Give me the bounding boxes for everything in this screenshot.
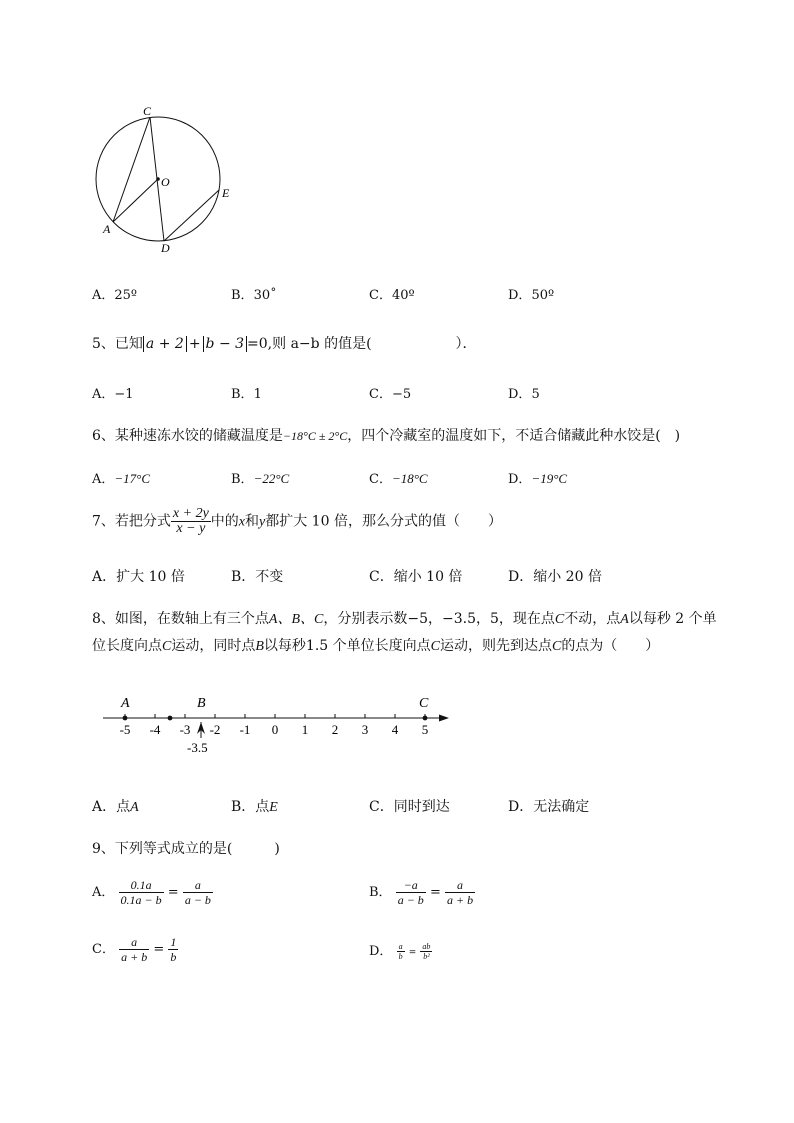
q6-option-b[interactable]: B．−22°C <box>231 471 290 487</box>
circle-figure <box>80 95 250 260</box>
storage-temp: −18°C ± 2°C <box>282 429 348 443</box>
abs-value-1: a + 2 <box>143 336 186 352</box>
number-line-tick-label: -3 <box>179 722 191 737</box>
number-line-tick-label: -4 <box>149 722 161 737</box>
number-line-tick-label: 5 <box>421 722 429 737</box>
q7-option-a[interactable]: A．扩大 10 倍 <box>92 569 185 585</box>
number-line-tick-label: 3 <box>361 722 369 737</box>
q5-option-a[interactable]: A．−1 <box>92 387 134 402</box>
q4-option-b[interactable]: B．30˚ <box>231 288 277 303</box>
number-line-tick-label: 0 <box>271 722 279 737</box>
fraction: $\frac{a}{a + b}$ <box>121 935 148 964</box>
point-label-d: D <box>161 241 170 255</box>
q4-option-d[interactable]: D．50º <box>508 288 555 303</box>
q8-stem-line-1: 8、如图，在数轴上有三个点A、B、C，分别表示数−5，−3.5，5，现在点C不动，点A以每秒 2 个单 <box>92 611 717 627</box>
fraction: $\frac{-a}{a - b}$ <box>397 878 424 907</box>
q5-stem: 5、已知 a + 2 + b − 3 =0,则 a−b 的值是( ）． <box>92 336 477 352</box>
point-label-e: E <box>222 186 230 200</box>
q9-option-b[interactable]: B． $\frac{-a}{a - b}$ = $\frac{a}{a + b}$ <box>369 878 474 907</box>
point-label-c: C <box>143 104 152 118</box>
fraction: $\frac{ab}{\text{b²}}$ <box>422 942 431 961</box>
q8-option-c[interactable]: C．同时到达 <box>369 799 450 815</box>
q4-option-a[interactable]: A．25º <box>92 288 138 303</box>
q6-stem: 6、某种速冻水饺的储藏温度是−18°C ± 2°C，四个冷藏室的温度如下，不适合储藏此种水饺是( ) <box>92 428 681 444</box>
number-line-tick-label: -2 <box>209 722 221 737</box>
abs-value-2: b − 3 <box>203 336 248 352</box>
number-line-point <box>123 716 128 721</box>
number-line-tick-label: -5 <box>119 722 131 737</box>
q9-stem: 9、下列等式成立的是( ) <box>92 841 280 857</box>
q7-stem: 7、若把分式 $\frac{x + 2y}{x - y}$ 中的x和y都扩大 10 倍，那么分式的值（ ） <box>92 506 502 536</box>
fraction: $\frac{a}{b}$ <box>398 942 403 961</box>
number-line-tick-label: 4 <box>391 722 399 737</box>
number-line-tick-label: 1 <box>301 722 309 737</box>
q8-option-b[interactable]: B．点E <box>231 799 278 815</box>
q6-option-a[interactable]: A．−17°C <box>92 471 151 487</box>
q8-option-a[interactable]: A．点A <box>92 799 139 815</box>
q7-option-d[interactable]: D．缩小 20 倍 <box>508 569 602 585</box>
q5-option-d[interactable]: D．5 <box>508 387 540 402</box>
q9-option-d[interactable]: D． $\frac{a}{b}$ = $\frac{ab}{\text{b²}}$ <box>369 942 431 961</box>
number-line-point <box>423 716 428 721</box>
fraction: $\frac{a}{a - b}$ <box>184 878 211 907</box>
number-line-point-c: C <box>419 696 429 711</box>
q7-option-c[interactable]: C．缩小 10 倍 <box>369 569 463 585</box>
q4-option-c[interactable]: C．40º <box>369 288 415 303</box>
number-line-tick-label: 2 <box>331 722 339 737</box>
q6-option-d[interactable]: D．−19°C <box>508 471 568 487</box>
point-label-a: A <box>103 222 111 236</box>
fraction-x-plus-2y-over-x-minus-y: $\frac{x + 2y}{x - y}$ <box>172 506 209 536</box>
number-line-tick-label: -1 <box>239 722 251 737</box>
number-line-point-a: A <box>121 696 130 711</box>
number-line <box>95 688 460 760</box>
q7-option-b[interactable]: B．不变 <box>231 569 284 585</box>
q8-stem-line-2: 位长度向点C运动，同时点B以每秒1.5 个单位长度向点C运动，则先到达点C的点为（ ） <box>92 638 660 654</box>
fraction: $\frac{1}{b}$ <box>170 935 177 964</box>
q9-option-a[interactable]: A． $\frac{0.1a}{0.1a - b}$ = $\frac{a}{a - b}$ <box>92 878 211 907</box>
q8-option-d[interactable]: D．无法确定 <box>508 799 590 815</box>
q5-option-c[interactable]: C．−5 <box>369 387 412 402</box>
number-line-point-b: B <box>197 696 206 711</box>
q5-option-b[interactable]: B．1 <box>231 387 262 402</box>
q9-option-c[interactable]: C． $\frac{a}{a + b}$ = $\frac{1}{b}$ <box>92 935 177 964</box>
point-label-o: O <box>161 175 170 189</box>
arrow-label: -3.5 <box>187 740 208 755</box>
number-line-point <box>168 716 173 721</box>
fraction: $\frac{a}{a + b}$ <box>447 878 474 907</box>
fraction: $\frac{0.1a}{0.1a - b}$ <box>120 878 162 907</box>
q6-option-c[interactable]: C．−18°C <box>369 471 428 487</box>
